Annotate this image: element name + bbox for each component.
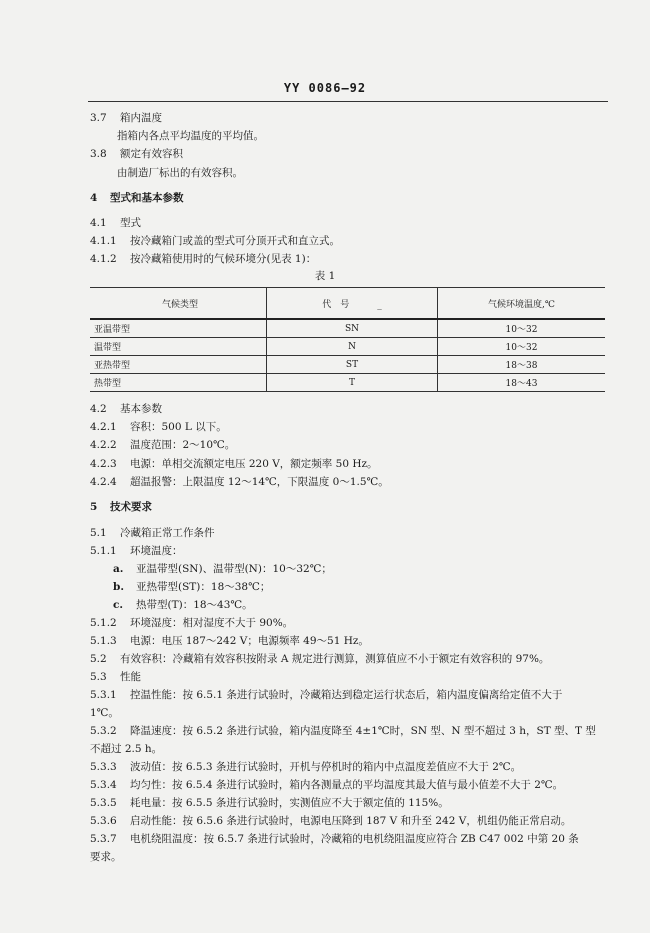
cell-temperature: 10～32 <box>438 338 606 356</box>
cell-temperature: 10～32 <box>438 319 606 338</box>
clause-5-3-7: 5.3.7 电机绕阻温度：按 6.5.7 条进行试验时，冷藏箱的电机绕阻温度应符合 ZB C47 002 中第 20 条 <box>90 833 579 845</box>
climate-type-table <box>90 287 605 392</box>
cell-code: SN <box>267 319 438 338</box>
table-row <box>90 374 605 392</box>
cell-code: N <box>267 338 438 356</box>
clause-3-8-body: 由制造厂标出的有效容积。 <box>117 167 243 179</box>
clause-5-3-5: 5.3.5 耗电量：按 6.5.5 条进行试验时，实测值应不大于额定值的 115%。 <box>90 797 449 809</box>
clause-3-7: 3.7 箱内温度 <box>90 112 162 124</box>
clause-5-2: 5.2 有效容积：冷藏箱有效容积按附录 A 规定进行测算，测算值应不小于额定有效容积的 97%。 <box>90 653 550 665</box>
standard-number-header: YY 0086—92 <box>283 81 367 95</box>
clause-4-2-4: 4.2.4 超温报警：上限温度 12～14℃，下限温度 0～1.5℃。 <box>90 476 389 488</box>
section-4-heading: 4 型式和基本参数 <box>90 192 184 204</box>
table-header-code: 代 号 _ <box>267 288 438 320</box>
clause-5-1: 5.1 冷藏箱正常工作条件 <box>90 527 215 539</box>
clause-4-2: 4.2 基本参数 <box>90 403 162 415</box>
cell-climate-type: 亚热带型 <box>90 356 267 374</box>
table-header-temperature: 气候环境温度,℃ <box>438 288 606 320</box>
clause-4-2-2: 4.2.2 温度范围：2～10℃。 <box>90 439 236 451</box>
clause-3-7-body: 指箱内各点平均温度的平均值。 <box>117 130 264 142</box>
table-1-caption: 表 1 <box>314 270 336 282</box>
cell-temperature: 18～38 <box>438 356 606 374</box>
clause-5-3-1: 5.3.1 控温性能：按 6.5.1 条进行试验时，冷藏箱达到稳定运行状态后，箱内温度偏离给定值不大于 <box>90 689 563 701</box>
clause-5-1-3: 5.1.3 电源：电压 187～242 V；电源频率 49～51 Hz。 <box>90 635 369 647</box>
clause-5-1-2: 5.1.2 环境湿度：相对湿度不大于 90%。 <box>90 617 294 629</box>
list-item-c: c. 热带型(T)：18～43℃。 <box>113 599 253 611</box>
clause-4-1-1: 4.1.1 按冷藏箱门或盖的型式可分顶开式和直立式。 <box>90 235 340 247</box>
clause-5-3-3: 5.3.3 波动值：按 6.5.3 条进行试验时，开机与停机时的箱内中点温度差值应不大于 2℃。 <box>90 761 522 773</box>
cell-climate-type: 亚温带型 <box>90 319 267 338</box>
cell-code: ST <box>267 356 438 374</box>
cell-temperature: 18～43 <box>438 374 606 392</box>
clause-3-8: 3.8 额定有效容积 <box>90 148 183 160</box>
cell-climate-type: 热带型 <box>90 374 267 392</box>
cell-code: T <box>267 374 438 392</box>
header-rule <box>88 101 608 102</box>
clause-5-3-2: 5.3.2 降温速度：按 6.5.2 条进行试验，箱内温度降至 4±1℃时，SN 型、N 型不超过 3 h，ST 型、T 型 <box>90 725 596 737</box>
clause-4-2-3: 4.2.3 电源：单相交流额定电压 220 V，额定频率 50 Hz。 <box>90 458 378 470</box>
clause-4-1: 4.1 型式 <box>90 217 141 229</box>
clause-5-3-1-cont: 1℃。 <box>90 707 119 719</box>
clause-5-3-2-cont: 不超过 2.5 h。 <box>90 743 163 755</box>
clause-5-1-1: 5.1.1 环境温度： <box>90 545 183 557</box>
clause-4-2-1: 4.2.1 容积：500 L 以下。 <box>90 421 227 433</box>
cell-climate-type: 温带型 <box>90 338 267 356</box>
clause-5-3: 5.3 性能 <box>90 671 141 683</box>
table-row <box>90 319 605 338</box>
clause-5-3-7-cont: 要求。 <box>90 851 122 863</box>
table-row <box>90 338 605 356</box>
clause-5-3-6: 5.3.6 启动性能：按 6.5.6 条进行试验时，电源电压降到 187 V 和升至 242 V，机组仍能正常启动。 <box>90 815 572 827</box>
table-row <box>90 356 605 374</box>
list-item-b: b. 亚热带型(ST)：18～38℃； <box>113 581 271 593</box>
list-item-a: a. 亚温带型(SN)、温带型(N)：10～32℃； <box>113 563 332 575</box>
clause-4-1-2: 4.1.2 按冷藏箱使用时的气候环境分(见表 1)： <box>90 253 317 265</box>
table-header-climate-type: 气候类型 <box>90 288 267 320</box>
section-5-heading: 5 技术要求 <box>90 501 152 513</box>
clause-5-3-4: 5.3.4 均匀性：按 6.5.4 条进行试验时，箱内各测量点的平均温度其最大值与最小值差不大于 2℃。 <box>90 779 564 791</box>
